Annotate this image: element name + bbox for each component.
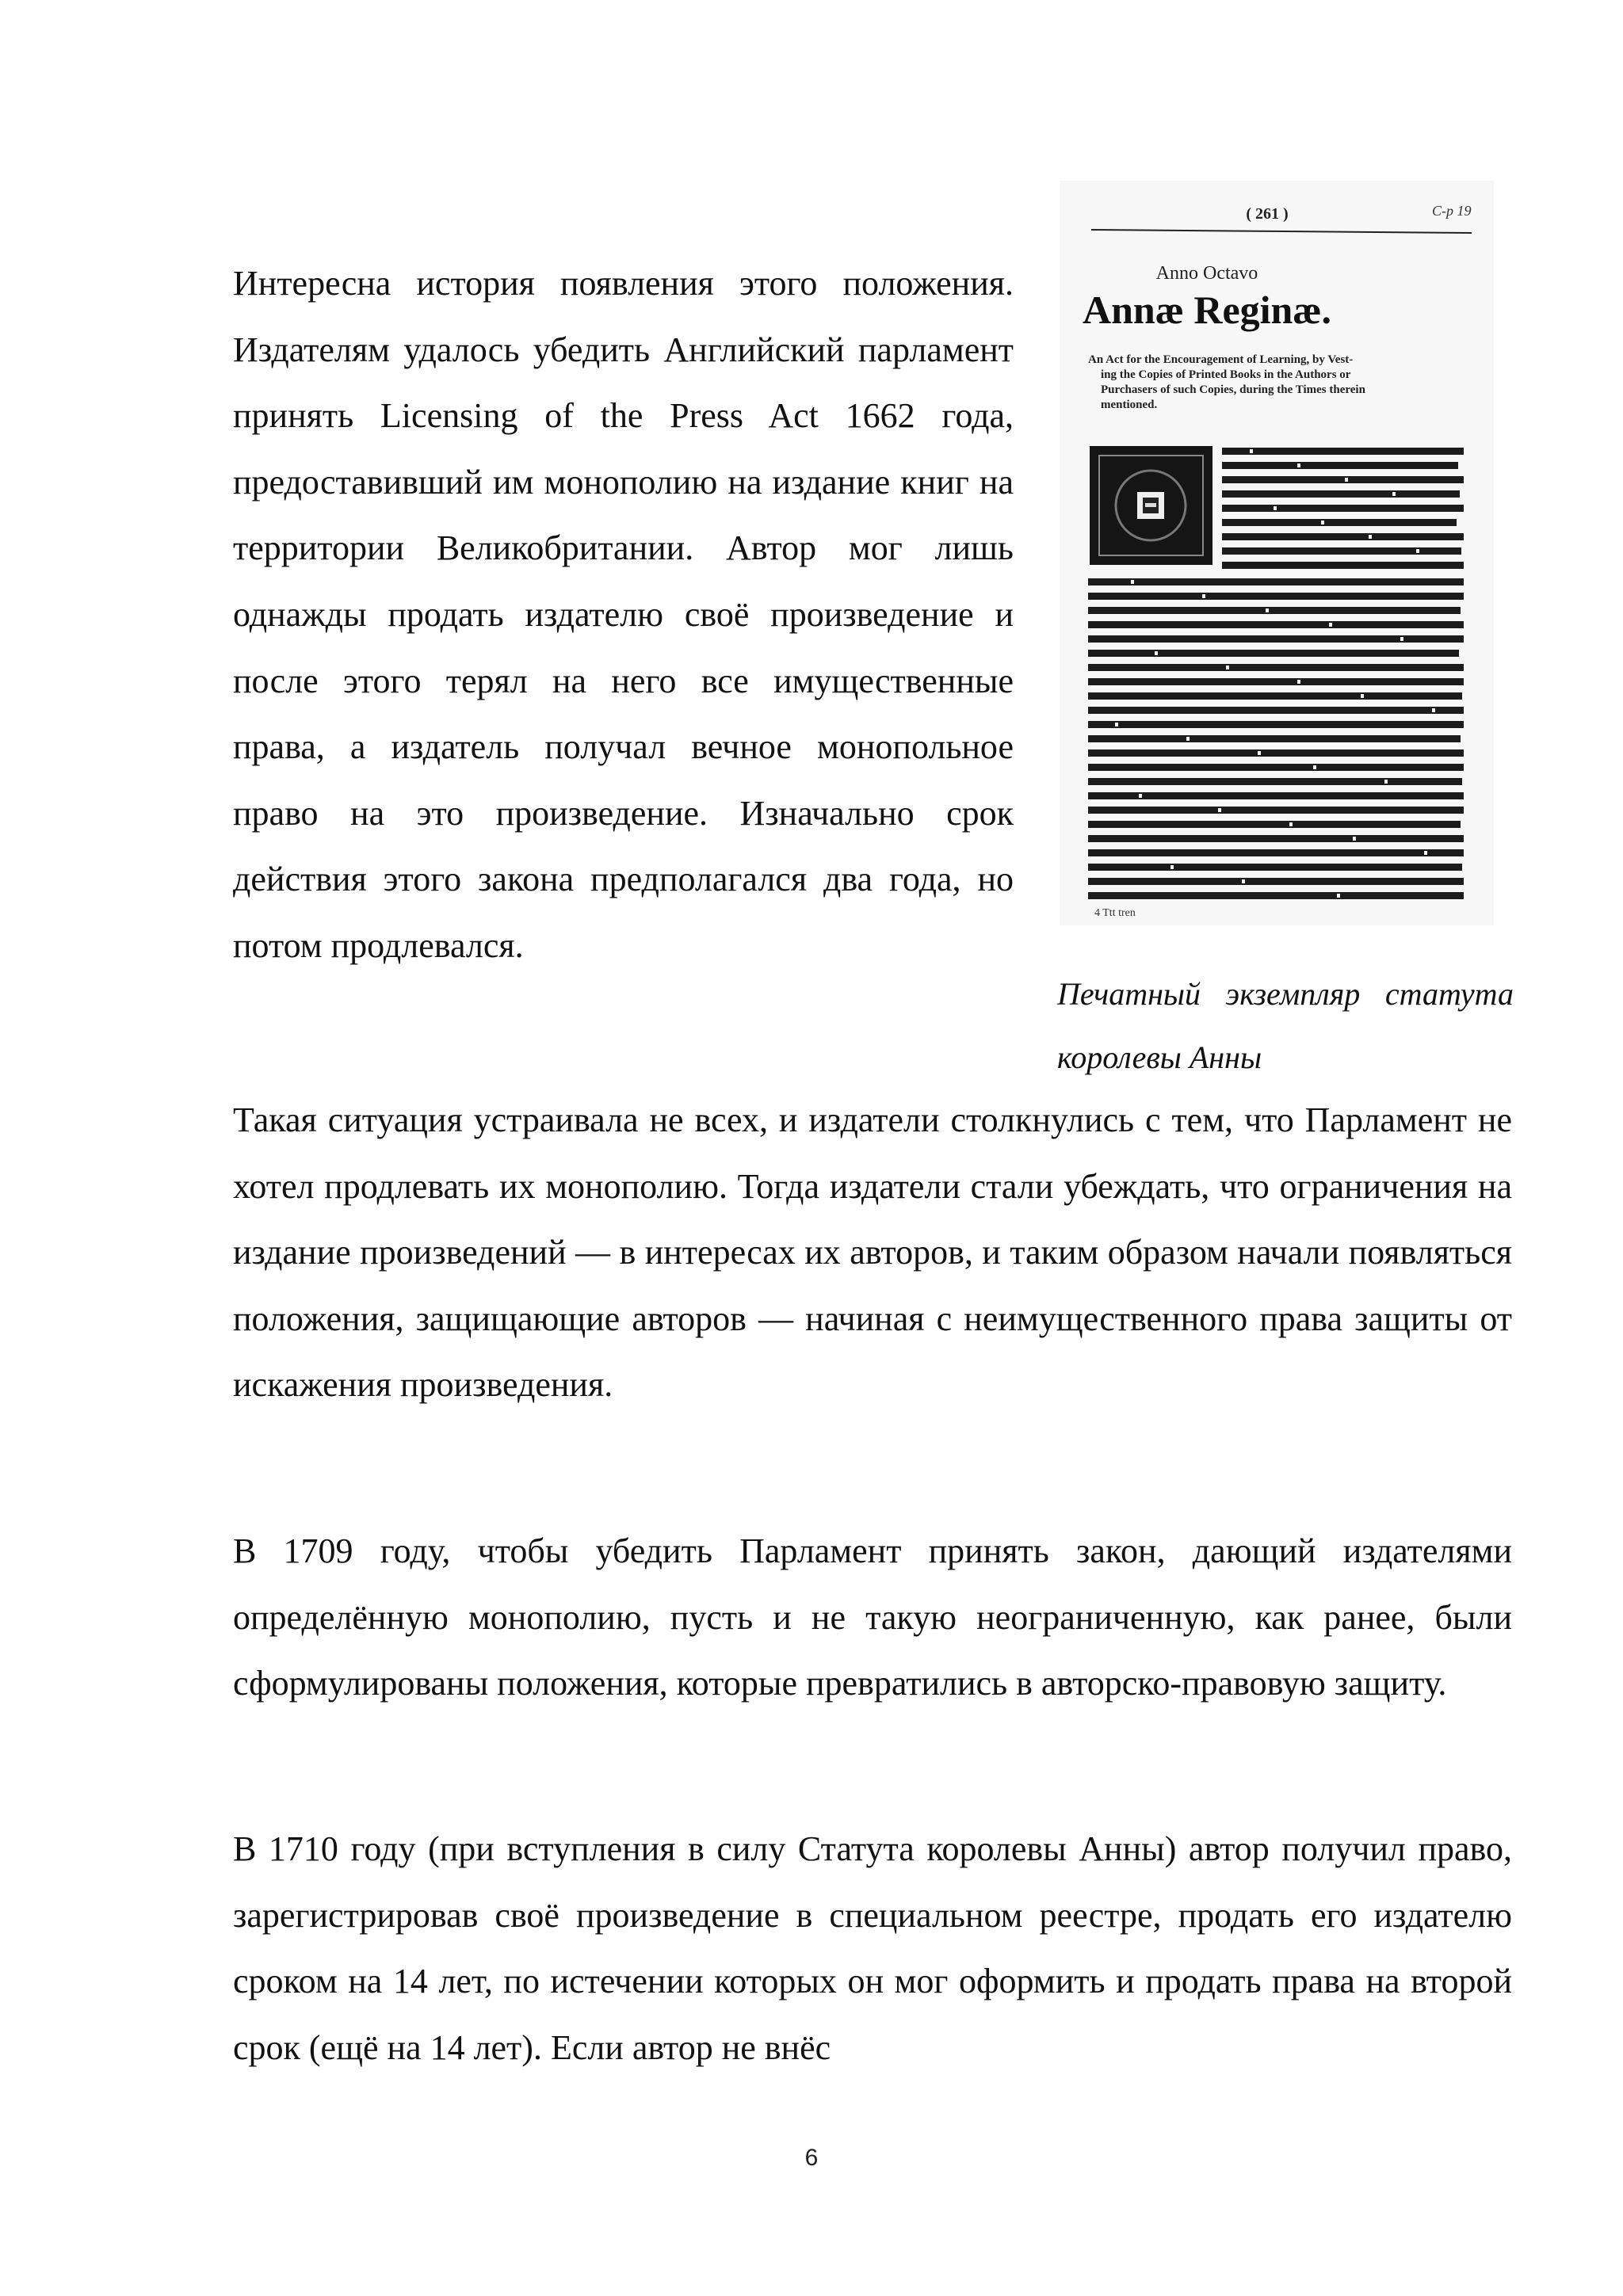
statute-scan-svg [1060, 181, 1494, 925]
act-title-line-2: ing the Copies of Printed Books in the Authors or [1101, 368, 1351, 381]
figure-caption: Печатный экземпляр статута королевы Анны [1057, 976, 1514, 1075]
annae-reginae-title: Annæ Reginæ. [1083, 288, 1331, 332]
statute-image [1060, 181, 1494, 925]
shelf-mark: C-p 19 [1432, 203, 1472, 219]
act-title-line-4: mentioned. [1101, 399, 1158, 411]
bottom-marks: 4 Ttt tren [1094, 907, 1136, 919]
act-title-line-1: An Act for the Encouragement of Learning, by Vest- [1088, 353, 1354, 366]
anno-octavo: Anno Octavo [1155, 263, 1258, 284]
ornamental-initial [1090, 446, 1212, 565]
paragraph-1709: В 1709 году, чтобы убедить Парламент принять закон, дающий издателями определённую монополию, пусть и не такую неограниченную, как ранее, были сформулированы положения, которые превратились в авторско-правовую защиту. [233, 1531, 1512, 1703]
page-number: 6 [804, 2145, 819, 2171]
paragraph-licensing-act: Интересна история появления этого положения. Издателям удалось убедить Английский парламент принять Licensing of the Press Act 1662 года, предоставивший им монополию на издание книг на территории Великобритании. Автор мог лишь однажды продать издателю своё произведение и после этого терял на него все имущественные права, а издатель получал вечное монопольное право на это произведение. Изначально срок действия этого закона предполагался два года, но потом продлевался. [233, 264, 1014, 965]
paragraph-1710: В 1710 году (при вступления в силу Статута королевы Анны) автор получил право, зарегистрировав своё произведение в специальном реестре, продать его издателю сроком на 14 лет, по истечении которых он мог оформить и продать права на второй срок (ещё на 14 лет). Если автор не внёс [233, 1829, 1512, 2067]
paragraph-publishers-monopoly: Такая ситуация устраивала не всех, и издатели столкнулись с тем, что Парламент не хотел продлевать их монополию. Тогда издатели стали убеждать, что ограничения на издание произведений — в интересах их авторов, и таким образом начали появляться положения, защищающие авторов — начиная с неимущественного права защиты от искажения произведения. [233, 1100, 1512, 1405]
act-title-line-3: Purchasers of such Copies, during the Times therein [1101, 383, 1365, 396]
page-mark: ( 261 ) [1246, 205, 1289, 223]
